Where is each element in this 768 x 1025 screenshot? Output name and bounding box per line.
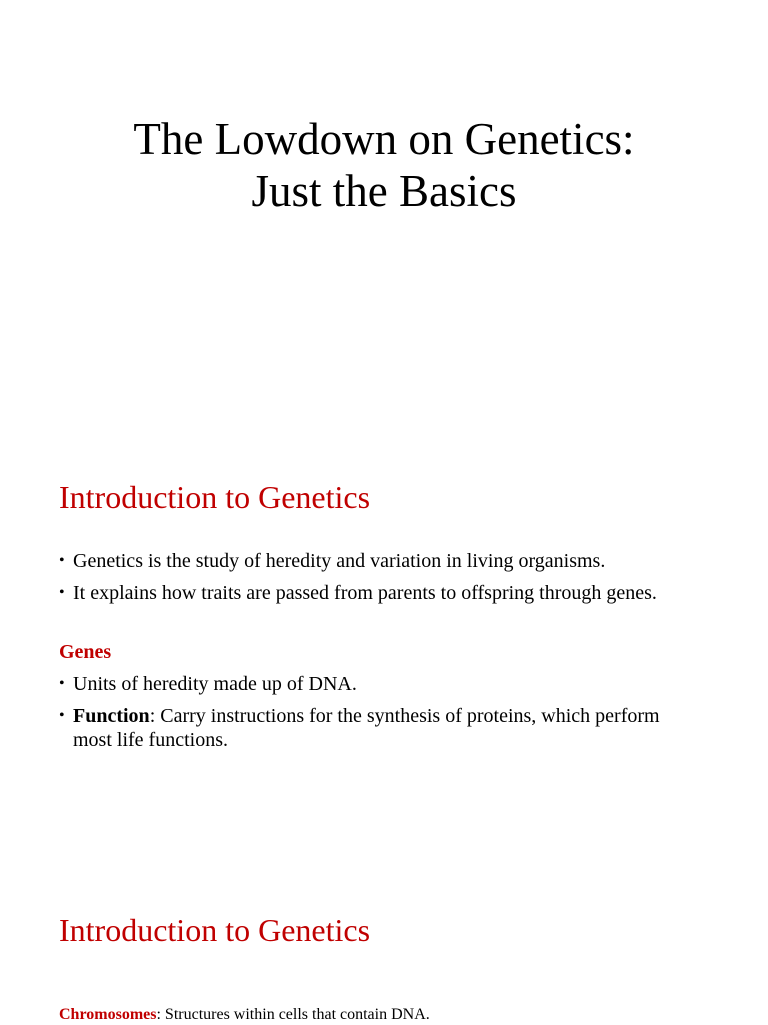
bullet-icon: • [59,552,65,569]
chromosomes-line [59,1005,430,1025]
list-item [59,581,699,605]
bullet-text: Genetics is the study of heredity and variation in living organisms. [73,550,606,572]
section-heading-intro: Introduction to Genetics [59,479,371,515]
bullet-icon: • [59,707,65,724]
title-line-2: Just the Basics [251,166,517,216]
bullet-text: : Carry instructions for the synthesis of proteins, which perform most life functions. [73,705,660,751]
genes-bullet-list [59,672,699,760]
list-item [59,704,699,752]
subheading-genes: Genes [59,641,112,663]
list-item [59,672,699,696]
list-item [59,549,699,573]
bullet-icon: • [59,675,65,692]
chromosomes-term: Chromosomes [59,1006,157,1023]
title-line-1: The Lowdown on Genetics: [133,114,635,164]
bullet-term: Function [73,705,150,727]
chromosomes-text: : Structures within cells that contain DNA. [156,1006,430,1023]
section-heading-intro-2: Introduction to Genetics [59,912,371,948]
bullet-icon: • [59,584,65,601]
slide-title [0,113,768,217]
bullet-text: It explains how traits are passed from parents to offspring through genes. [73,582,657,604]
intro-bullet-list [59,549,699,613]
bullet-text: Units of heredity made up of DNA. [73,673,357,695]
